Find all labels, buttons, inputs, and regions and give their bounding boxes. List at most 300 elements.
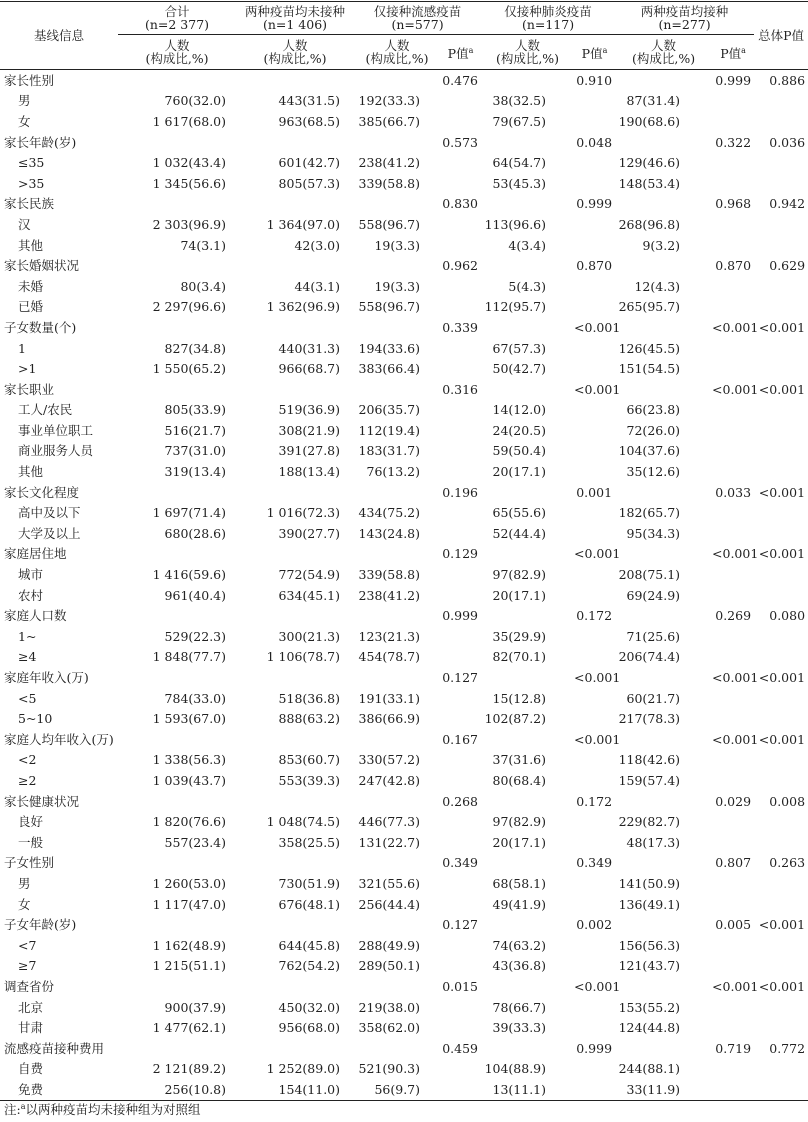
cell-empty [574, 441, 615, 462]
table-row [0, 750, 808, 771]
category-row [0, 132, 808, 153]
value-flu: 191(33.1) [358, 690, 420, 706]
value-total: 784(33.0) [164, 690, 226, 706]
cell-empty [754, 585, 808, 606]
cell-empty [615, 729, 712, 750]
category-row [0, 914, 808, 935]
cell-empty [481, 976, 574, 997]
value-flu: 386(66.9) [358, 711, 420, 727]
p-value-pneumo: <0.001 [574, 731, 621, 747]
cell-empty [574, 523, 615, 544]
value-none: 1 362(96.9) [266, 299, 340, 315]
value-pneumo: 14(12.0) [492, 402, 547, 418]
value-both: 33(11.9) [615, 1079, 712, 1100]
table-row [0, 297, 808, 318]
cell-empty [754, 91, 808, 112]
overall-p-value: <0.001 [758, 484, 806, 500]
cell-empty [615, 379, 712, 400]
cell-empty [481, 667, 574, 688]
value-none: 601(42.7) [278, 155, 340, 171]
value-pneumo: 43(36.8) [492, 958, 547, 974]
cell-empty [481, 132, 574, 153]
overall-p-value: 0.008 [769, 793, 806, 809]
cell-empty [754, 708, 808, 729]
table-row [0, 338, 808, 359]
p-value-pneumo: <0.001 [574, 978, 621, 994]
header-count: 人数 (构成比,%) [354, 35, 440, 70]
value-none: 1 016(72.3) [266, 505, 340, 521]
value-flu: 558(96.7) [358, 216, 420, 232]
value-none: 443(31.5) [278, 93, 340, 109]
table-row [0, 1079, 808, 1100]
cell-empty [574, 91, 615, 112]
p-value-pneumo: <0.001 [574, 546, 621, 562]
value-flu: 143(24.8) [358, 525, 420, 541]
item-label: 1~ [18, 628, 37, 644]
item-label: 已婚 [18, 299, 44, 315]
item-label: ≥4 [18, 649, 37, 665]
p-value-flu: 0.268 [442, 793, 479, 809]
overall-p-value: 0.080 [769, 608, 806, 624]
overall-p-value: 0.629 [769, 258, 806, 274]
cell-empty [754, 750, 808, 771]
cell-empty [574, 338, 615, 359]
item-label: <7 [18, 937, 37, 953]
value-none: 440(31.3) [278, 340, 340, 356]
table-row [0, 626, 808, 647]
value-total: 680(28.6) [164, 525, 226, 541]
table-row [0, 647, 808, 668]
p-value-pneumo: 0.172 [576, 608, 613, 624]
category-label: 调查省份 [4, 978, 55, 994]
value-total: 256(10.8) [118, 1079, 236, 1100]
category-label: 子女数量(个) [4, 319, 77, 335]
cell-empty [754, 894, 808, 915]
category-row [0, 791, 808, 812]
value-both: 190(68.6) [618, 113, 681, 129]
p-value-pneumo: 0.048 [576, 134, 613, 150]
value-both: 72(26.0) [626, 422, 681, 438]
cell-empty [712, 564, 754, 585]
cell-empty [574, 400, 615, 421]
cell-empty [712, 1079, 754, 1100]
cell-empty [440, 1079, 481, 1100]
group-n: (n=277) [658, 17, 711, 32]
cell-empty [712, 358, 754, 379]
group-name: 合计 [164, 4, 190, 19]
value-total: 2 297(96.6) [152, 299, 226, 315]
table-row [0, 523, 808, 544]
value-flu: 434(75.2) [358, 505, 420, 521]
value-both: 151(54.5) [618, 361, 681, 377]
header-p: P值$^a$ [574, 35, 615, 70]
p-value-pneumo: 0.999 [576, 1040, 613, 1056]
table-row [0, 358, 808, 379]
value-total: 1 215(51.1) [152, 958, 226, 974]
p-value-flu: 0.339 [442, 319, 479, 335]
cell-empty [574, 214, 615, 235]
table-row [0, 873, 808, 894]
item-label: 汉 [18, 216, 31, 232]
category-row [0, 482, 808, 503]
table-row [0, 1017, 808, 1038]
value-total: 1 477(62.1) [152, 1020, 226, 1036]
category-label: 家庭年收入(万) [4, 670, 89, 686]
cell-empty [574, 420, 615, 441]
p-value-both: <0.001 [712, 319, 759, 335]
table-row [0, 832, 808, 853]
header-count: 人数 (构成比,%) [481, 35, 574, 70]
value-none: 634(45.1) [278, 587, 340, 603]
p-value-both: 0.999 [715, 72, 752, 88]
value-both: 48(17.3) [626, 834, 681, 850]
cell-empty [574, 297, 615, 318]
cell-empty [615, 914, 712, 935]
cell-empty [615, 132, 712, 153]
item-label: 未婚 [18, 278, 44, 294]
value-pneumo: 102(87.2) [484, 711, 547, 727]
cell-empty [754, 1017, 808, 1038]
value-none: 518(36.8) [278, 690, 340, 706]
value-pneumo: 13(11.1) [481, 1079, 574, 1100]
cell-empty [615, 482, 712, 503]
item-label: 大学及以上 [18, 525, 81, 541]
cell-empty [712, 276, 754, 297]
cell-empty [574, 276, 615, 297]
value-none: 966(68.7) [278, 361, 340, 377]
cell-empty [712, 214, 754, 235]
cell-empty [440, 461, 481, 482]
header-count: 人数 (构成比,%) [118, 35, 236, 70]
value-total: 1 593(67.0) [152, 711, 226, 727]
value-both: 12(4.3) [634, 278, 681, 294]
cell-empty [712, 461, 754, 482]
item-label: 男 [18, 875, 31, 891]
category-label: 家长年龄(岁) [4, 134, 77, 150]
cell-empty [712, 111, 754, 132]
value-pneumo: 112(95.7) [484, 299, 547, 315]
category-row [0, 70, 808, 91]
value-pneumo: 59(50.4) [492, 443, 547, 459]
cell-empty [440, 750, 481, 771]
category-row [0, 605, 808, 626]
cell-empty [440, 400, 481, 421]
cell-empty [754, 1079, 808, 1100]
value-pneumo: 68(58.1) [492, 875, 547, 891]
value-flu: 321(55.6) [358, 875, 420, 891]
p-value-flu: 0.573 [442, 134, 479, 150]
cell-empty [481, 791, 574, 812]
value-flu: 330(57.2) [358, 752, 420, 768]
table-row [0, 935, 808, 956]
p-value-both: 0.029 [715, 793, 752, 809]
category-label: 子女性别 [4, 855, 55, 871]
item-label: 自费 [18, 1061, 44, 1077]
item-label: 高中及以下 [18, 505, 81, 521]
cell-empty [754, 935, 808, 956]
item-label: 北京 [18, 999, 44, 1015]
cell-empty [754, 832, 808, 853]
value-flu: 256(44.4) [358, 896, 420, 912]
value-pneumo: 20(17.1) [492, 464, 547, 480]
value-flu: 238(41.2) [358, 587, 420, 603]
value-none: 805(57.3) [278, 175, 340, 191]
category-label: 家庭人口数 [4, 608, 67, 624]
value-none: 308(21.9) [278, 422, 340, 438]
p-value-pneumo: 0.999 [576, 196, 613, 212]
category-row [0, 194, 808, 215]
value-both: 35(12.6) [626, 464, 681, 480]
cell-empty [615, 544, 712, 565]
value-total: 1 039(43.7) [152, 772, 226, 788]
cell-empty [754, 461, 808, 482]
value-pneumo: 79(67.5) [492, 113, 547, 129]
value-both: 217(78.3) [618, 711, 681, 727]
value-total: 760(32.0) [164, 93, 226, 109]
cell-empty [712, 173, 754, 194]
value-flu: 558(96.7) [358, 299, 420, 315]
table-row [0, 956, 808, 977]
cell-empty [440, 441, 481, 462]
table-row [0, 400, 808, 421]
overall-p-value: 0.886 [769, 72, 806, 88]
cell-empty [440, 1059, 481, 1080]
cell-empty [440, 708, 481, 729]
p-value-flu: 0.830 [442, 196, 479, 212]
cell-empty [574, 358, 615, 379]
category-label: 家长性别 [4, 72, 55, 88]
cell-empty [574, 1059, 615, 1080]
p-value-flu: 0.015 [442, 978, 479, 994]
cell-empty [712, 152, 754, 173]
value-none: 391(27.8) [278, 443, 340, 459]
group-name: 两种疫苗均接种 [640, 4, 729, 19]
cell-empty [440, 832, 481, 853]
cell-empty [712, 297, 754, 318]
cell-empty [574, 626, 615, 647]
p-value-pneumo: <0.001 [574, 670, 621, 686]
p-value-flu: 0.127 [442, 917, 479, 933]
category-row [0, 317, 808, 338]
p-value-pneumo: 0.172 [576, 793, 613, 809]
value-both: 9(3.2) [642, 237, 681, 253]
category-row [0, 729, 808, 750]
cell-empty [615, 255, 712, 276]
cell-empty [440, 894, 481, 915]
cell-empty [574, 152, 615, 173]
value-flu: 206(35.7) [358, 402, 420, 418]
category-label: 家长职业 [4, 381, 55, 397]
cell-empty [440, 956, 481, 977]
group-n: (n=117) [521, 17, 575, 32]
cell-empty [754, 441, 808, 462]
value-total: 1 416(59.6) [152, 567, 226, 583]
cell-empty [574, 956, 615, 977]
value-flu: 339(58.8) [358, 567, 420, 583]
group-name: 仅接种肺炎疫苗 [504, 4, 592, 19]
value-none: 300(21.3) [278, 628, 340, 644]
value-both: 148(53.4) [618, 175, 681, 191]
p-value-both: <0.001 [712, 731, 759, 747]
cell-empty [712, 997, 754, 1018]
cell-empty [574, 585, 615, 606]
value-total: 1 338(56.3) [152, 752, 226, 768]
value-none: 553(39.3) [278, 772, 340, 788]
value-pneumo: 20(17.1) [492, 834, 547, 850]
cell-empty [440, 626, 481, 647]
cell-empty [712, 585, 754, 606]
cell-empty [574, 235, 615, 256]
cell-empty [712, 647, 754, 668]
value-pneumo: 78(66.7) [492, 999, 547, 1015]
value-total: 737(31.0) [164, 443, 226, 459]
value-total: 1 162(48.9) [152, 937, 226, 953]
value-both: 182(65.7) [618, 505, 681, 521]
value-flu: 19(3.3) [374, 237, 420, 253]
value-none: 730(51.9) [278, 875, 340, 891]
header-group-flu [354, 2, 481, 35]
cell-empty [615, 605, 712, 626]
item-label: 女 [18, 896, 31, 912]
value-both: 104(37.6) [618, 443, 681, 459]
cell-empty [440, 564, 481, 585]
table-row [0, 1059, 808, 1080]
value-both: 69(24.9) [626, 587, 681, 603]
cell-empty [712, 338, 754, 359]
table-row [0, 585, 808, 606]
value-flu: 183(31.7) [358, 443, 420, 459]
value-none: 390(27.7) [278, 525, 340, 541]
value-both: 206(74.4) [618, 649, 681, 665]
value-both: 136(49.1) [618, 896, 681, 912]
value-flu: 123(21.3) [358, 628, 420, 644]
cell-empty [712, 1017, 754, 1038]
table-row [0, 564, 808, 585]
cell-empty [574, 894, 615, 915]
value-none: 450(32.0) [278, 999, 340, 1015]
item-label: <5 [18, 690, 37, 706]
cell-empty [440, 152, 481, 173]
cell-empty [615, 791, 712, 812]
cell-empty [440, 997, 481, 1018]
overall-p-value: 0.772 [769, 1040, 806, 1056]
header-group-pneumo [481, 2, 615, 35]
p-value-both: 0.269 [715, 608, 752, 624]
cell-empty [754, 276, 808, 297]
cell-empty [440, 214, 481, 235]
cell-empty [615, 317, 712, 338]
value-flu: 219(38.0) [358, 999, 420, 1015]
cell-empty [481, 544, 574, 565]
value-pneumo: 35(29.9) [492, 628, 547, 644]
category-row [0, 544, 808, 565]
value-pneumo: 64(54.7) [492, 155, 547, 171]
value-pneumo: 49(41.9) [492, 896, 547, 912]
value-both: 87(31.4) [626, 93, 681, 109]
cell-empty [754, 626, 808, 647]
item-label: ≥7 [18, 958, 37, 974]
cell-empty [712, 770, 754, 791]
item-label: 良好 [18, 814, 44, 830]
cell-empty [754, 502, 808, 523]
table-row [0, 894, 808, 915]
value-both: 95(34.3) [626, 525, 681, 541]
cell-empty [615, 70, 712, 91]
cell-empty [754, 173, 808, 194]
value-flu: 194(33.6) [358, 340, 420, 356]
table-row [0, 461, 808, 482]
p-value-both: <0.001 [712, 381, 759, 397]
p-value-pneumo: 0.349 [576, 855, 613, 871]
value-both: 121(43.7) [618, 958, 681, 974]
table-row [0, 688, 808, 709]
p-value-both: 0.005 [715, 917, 752, 933]
group-n: (n=2 377) [144, 17, 210, 32]
p-value-pneumo: 0.910 [576, 72, 613, 88]
cell-empty [712, 235, 754, 256]
cell-empty [440, 935, 481, 956]
header-group-both [615, 2, 754, 35]
value-flu: 446(77.3) [358, 814, 420, 830]
value-none: 358(25.5) [278, 834, 340, 850]
cell-empty [481, 605, 574, 626]
category-row [0, 853, 808, 874]
category-label: 子女年龄(岁) [4, 917, 77, 933]
value-both: 124(44.8) [618, 1020, 681, 1036]
value-none: 1 364(97.0) [266, 216, 340, 232]
value-pneumo: 37(31.6) [492, 752, 547, 768]
table-row [0, 91, 808, 112]
cell-empty [615, 1038, 712, 1059]
group-n: (n=577) [391, 17, 444, 32]
cell-empty [754, 297, 808, 318]
value-flu: 521(90.3) [358, 1061, 420, 1077]
category-row [0, 379, 808, 400]
p-value-flu: 0.962 [442, 258, 479, 274]
value-pneumo: 80(68.4) [492, 772, 547, 788]
cell-empty [574, 564, 615, 585]
table-row [0, 152, 808, 173]
item-label: 1 [18, 340, 26, 356]
header-count: 人数 (构成比,%) [236, 35, 354, 70]
cell-empty [481, 255, 574, 276]
cell-empty [481, 194, 574, 215]
cell-empty [574, 811, 615, 832]
value-pneumo: 104(88.9) [484, 1061, 547, 1077]
item-label: 工人/农民 [18, 402, 73, 418]
value-total: 80(3.4) [180, 278, 226, 294]
cell-empty [574, 1079, 615, 1100]
cell-empty [440, 1017, 481, 1038]
cell-empty [712, 956, 754, 977]
item-label: 5~10 [18, 711, 53, 727]
table-wrapper [0, 1, 808, 1101]
value-total: 319(13.4) [164, 464, 226, 480]
cell-empty [712, 626, 754, 647]
cell-empty [754, 688, 808, 709]
cell-empty [712, 832, 754, 853]
value-total: 1 820(76.6) [152, 814, 226, 830]
category-row [0, 667, 808, 688]
overall-p-value: <0.001 [758, 978, 806, 994]
cell-empty [754, 214, 808, 235]
value-flu: 19(3.3) [374, 278, 420, 294]
table-row [0, 235, 808, 256]
value-pneumo: 67(57.3) [492, 340, 547, 356]
cell-empty [574, 688, 615, 709]
p-value-flu: 0.127 [442, 670, 479, 686]
cell-empty [440, 338, 481, 359]
